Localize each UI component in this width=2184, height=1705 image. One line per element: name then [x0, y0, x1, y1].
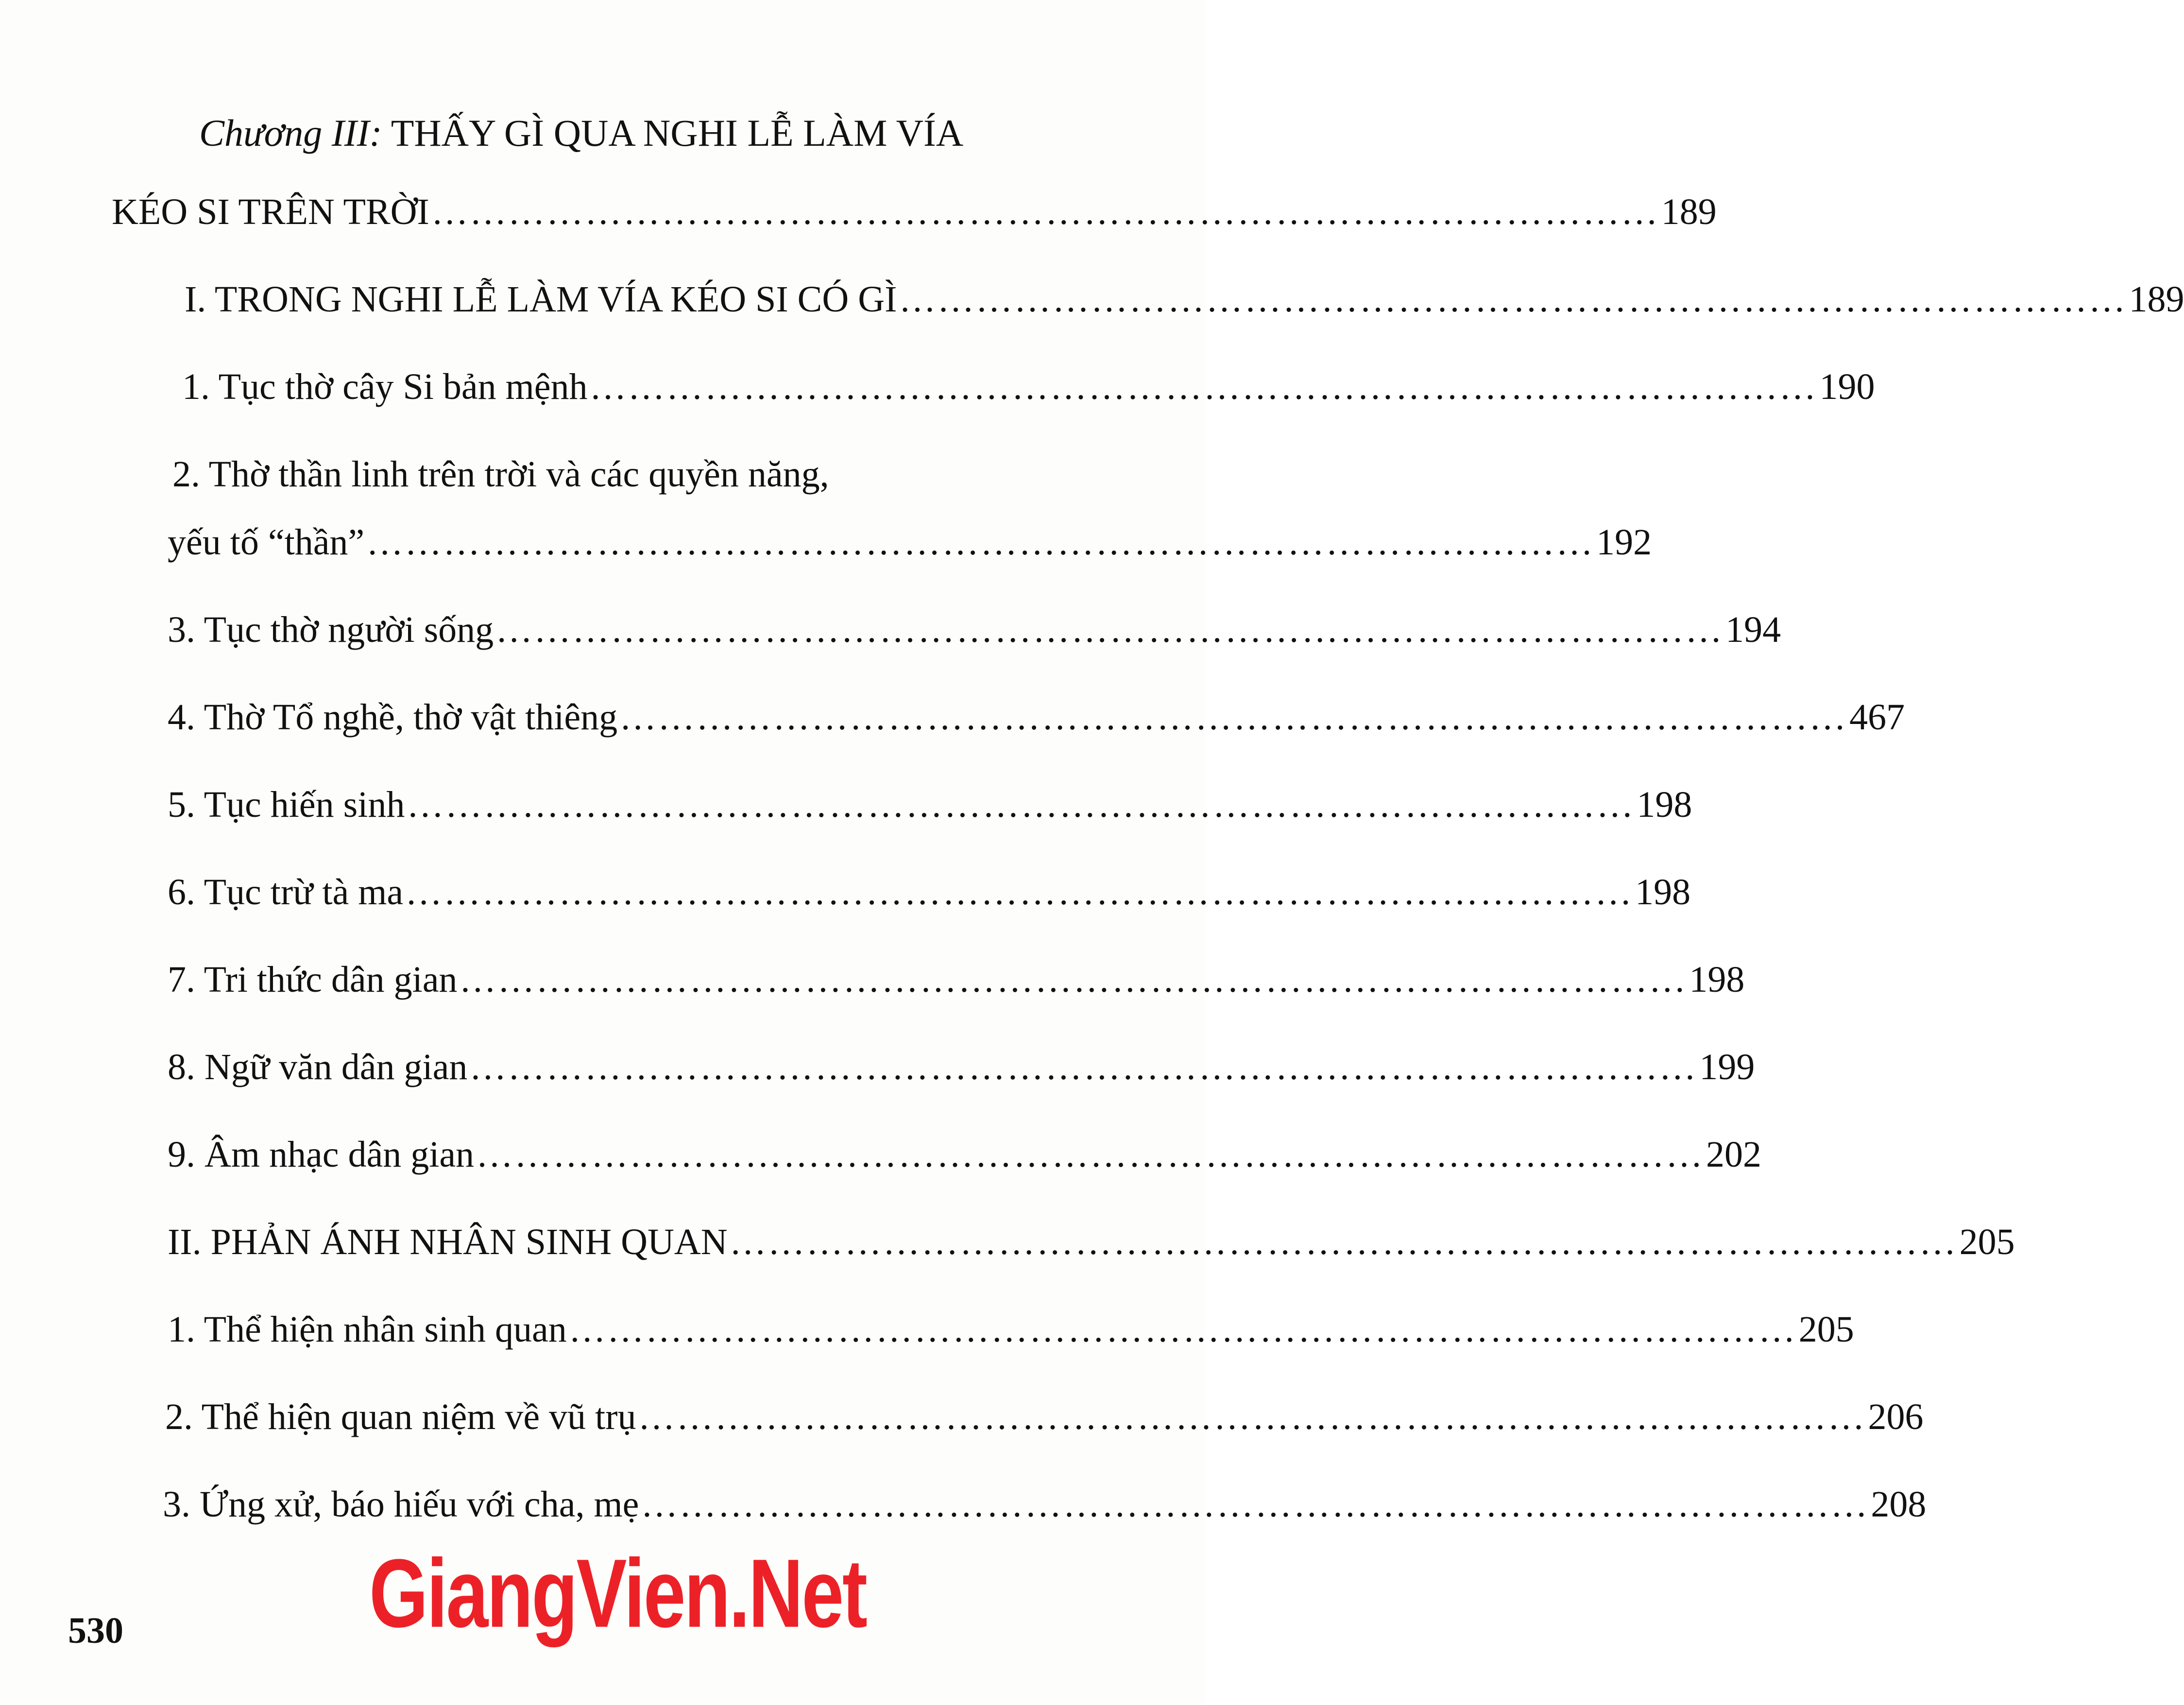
leader-dots: …………………………………………………………………………………… [899, 279, 2127, 320]
page-number: 530 [68, 1610, 123, 1651]
toc-entry-page: 190 [1819, 366, 1875, 407]
leader-dots: …………………………………………………………………………………… [459, 959, 1688, 1000]
toc-entry [172, 456, 950, 493]
toc-entry-page: 194 [1725, 609, 1781, 650]
toc-entry-page: 208 [1871, 1484, 1927, 1525]
watermark-logo: GiangVien.Net [369, 1539, 866, 1648]
chapter-heading [199, 114, 963, 152]
leader-dots: …………………………………………………………………………………… [366, 522, 1595, 563]
leader-dots: …………………………………………………………………………………… [431, 191, 1659, 232]
toc-entry [168, 1222, 2015, 1262]
toc-entry [163, 1484, 1927, 1525]
toc-entry-label: 2. Thể hiện quan niệm về vũ trụ [165, 1396, 636, 1437]
toc-entry-page: 205 [1798, 1309, 1854, 1350]
leader-dots: …………………………………………………………………………………… [638, 1396, 1866, 1437]
toc-entry-page: 205 [1959, 1222, 2015, 1262]
chapter-title: THẤY GÌ QUA NGHI LỄ LÀM VÍA [391, 112, 964, 154]
leader-dots: …………………………………………………………………………………… [619, 697, 1848, 738]
toc-entry [182, 366, 1875, 407]
leader-dots: …………………………………………………………………………………… [495, 609, 1724, 650]
toc-entry-label: 8. Ngữ văn dân gian [168, 1047, 468, 1087]
toc-chapter-line [112, 191, 1717, 232]
toc-entry-page: 198 [1635, 872, 1691, 913]
toc-entry [168, 872, 1691, 913]
leader-dots: …………………………………………………………………………………… [407, 784, 1635, 825]
toc-entry-page: 206 [1868, 1396, 1924, 1437]
toc-entry-label: 3. Tục thờ người sống [168, 609, 494, 650]
toc-entry [168, 697, 1905, 738]
toc-entry-label: 3. Ứng xử, báo hiếu với cha, mẹ [163, 1484, 639, 1525]
toc-entry [168, 1309, 1854, 1350]
toc-entry-page: 198 [1637, 784, 1692, 825]
toc-entry-label: 7. Tri thức dân gian [168, 959, 458, 1000]
toc-entry-label: I. TRONG NGHI LỄ LÀM VÍA KÉO SI CÓ GÌ [185, 279, 897, 320]
chapter-prefix: Chương III: [199, 112, 382, 154]
leader-dots: …………………………………………………………………………………… [405, 872, 1634, 913]
toc-entry-label: 9. Âm nhạc dân gian [168, 1134, 475, 1175]
toc-entry [168, 1047, 1755, 1087]
leader-dots: …………………………………………………………………………………… [729, 1222, 1958, 1262]
toc-entry-label: 4. Thờ Tổ nghề, thờ vật thiêng [168, 697, 618, 738]
toc-entry-page: 199 [1699, 1047, 1755, 1087]
toc-entry [165, 1396, 1924, 1437]
toc-entry-label: 5. Tục hiến sinh [168, 784, 405, 825]
leader-dots: …………………………………………………………………………………… [469, 1047, 1698, 1087]
toc-entry-label: 6. Tục trừ tà ma [168, 872, 404, 913]
leader-dots: …………………………………………………………………………………… [476, 1134, 1705, 1175]
toc-entry [185, 279, 2184, 320]
toc-entry-label: 1. Tục thờ cây Si bản mệnh [182, 366, 588, 407]
toc-entry [168, 609, 1781, 650]
toc-entry-label: 1. Thể hiện nhân sinh quan [168, 1309, 567, 1350]
toc-entry [168, 522, 1652, 563]
toc-entry [168, 959, 1745, 1000]
chapter-page: 189 [1661, 191, 1717, 232]
toc-entry-page: 192 [1596, 522, 1652, 563]
toc-entry-label: II. PHẢN ÁNH NHÂN SINH QUAN [168, 1222, 728, 1262]
toc-entry-page: 198 [1689, 959, 1745, 1000]
chapter-continuation: KÉO SI TRÊN TRỜI [112, 191, 429, 232]
toc-entry-page: 202 [1706, 1134, 1762, 1175]
toc-entry-page: 189 [2129, 279, 2184, 320]
toc-entry-label: yếu tố “thần” [168, 522, 365, 563]
toc-entry [168, 1134, 1762, 1175]
toc-entry-label: 2. Thờ thần linh trên trời và các quyền năng, [172, 454, 829, 495]
leader-dots: …………………………………………………………………………………… [641, 1484, 1869, 1525]
toc-entry [168, 784, 1692, 825]
leader-dots: …………………………………………………………………………………… [589, 366, 1818, 407]
toc-entry-page: 467 [1849, 697, 1905, 738]
leader-dots: …………………………………………………………………………………… [568, 1309, 1797, 1350]
